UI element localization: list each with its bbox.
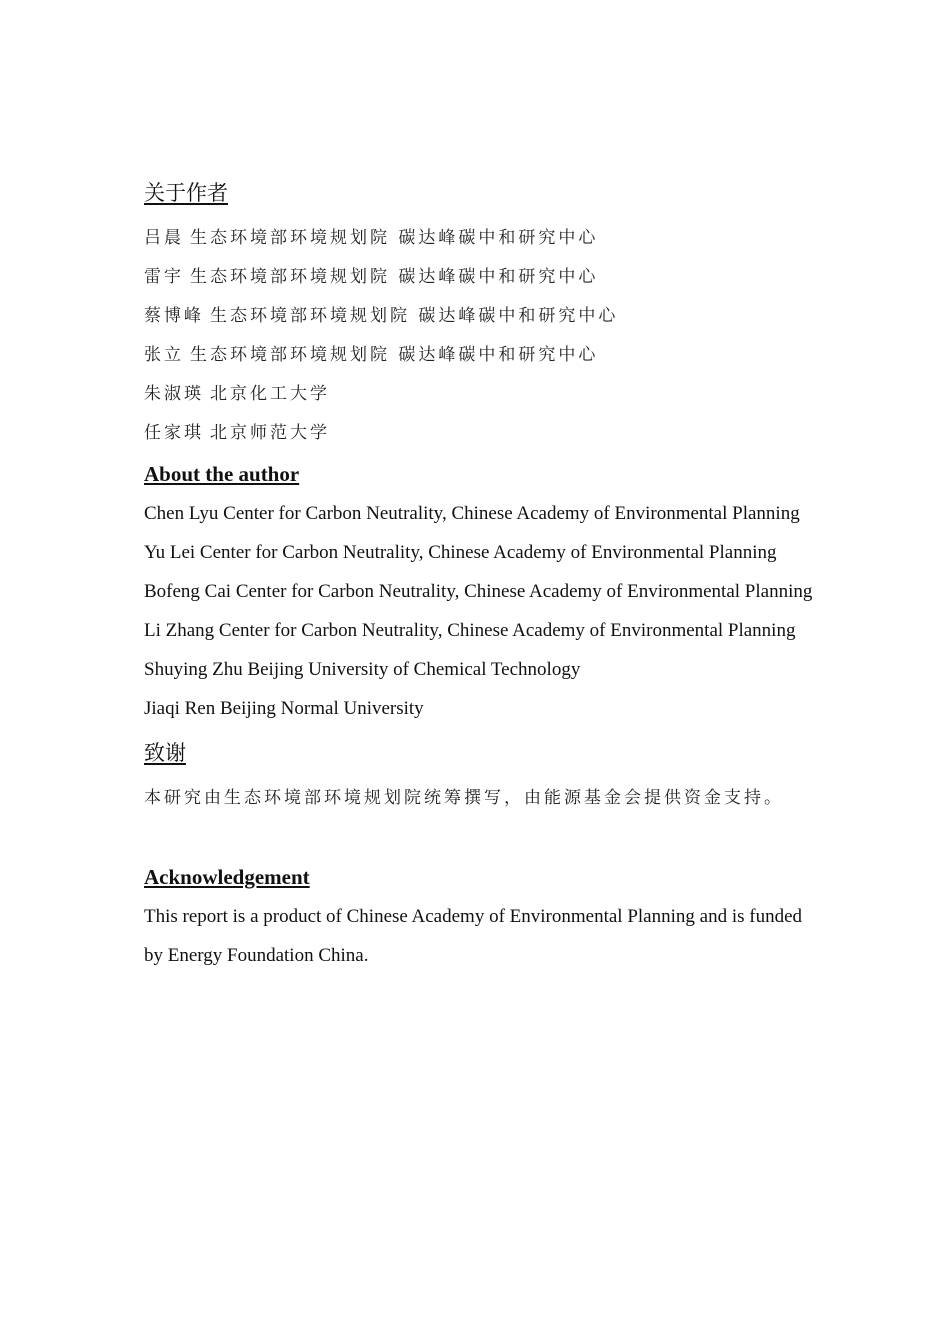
acknowledgement-heading-zh: 致谢 [144,741,186,765]
author-line-en: Chen Lyu Center for Carbon Neutrality, Chinese Academy of Environmental Planning [144,503,800,524]
author-name-zh: 雷宇 [144,267,184,287]
author-affiliation-zh: 生态环境部环境规划院 碳达峰碳中和研究中心 [190,345,599,365]
author-affiliation-zh: 生态环境部环境规划院 碳达峰碳中和研究中心 [190,228,599,248]
author-line-zh [144,308,618,325]
author-line-zh [144,425,330,442]
author-name-zh: 朱淑瑛 [144,384,204,404]
author-line-en: Bofeng Cai Center for Carbon Neutrality, Chinese Academy of Environmental Planning [144,581,813,602]
author-line-zh [144,269,598,286]
acknowledgement-text-en: by Energy Foundation China. [144,945,369,966]
author-line-zh [144,386,330,403]
author-affiliation-zh: 生态环境部环境规划院 碳达峰碳中和研究中心 [210,306,619,326]
author-affiliation-zh: 北京化工大学 [210,384,330,404]
author-line-en: Jiaqi Ren Beijing Normal University [144,698,424,719]
author-line-zh [144,347,598,364]
author-line-en: Shuying Zhu Beijing University of Chemical Technology [144,659,581,680]
acknowledgement-heading-en: Acknowledgement [144,865,310,889]
author-line-en: Yu Lei Center for Carbon Neutrality, Chinese Academy of Environmental Planning [144,542,777,563]
about-author-heading-en: About the author [144,462,300,486]
author-name-zh: 张立 [144,345,184,365]
author-name-zh: 任家琪 [144,423,204,443]
acknowledgement-text-en: This report is a product of Chinese Academy of Environmental Planning and is funded [144,906,802,927]
author-affiliation-zh: 生态环境部环境规划院 碳达峰碳中和研究中心 [190,267,599,287]
acknowledgement-text-zh: 本研究由生态环境部环境规划院统筹撰写，由能源基金会提供资金支持。 [144,788,784,808]
author-line-zh [144,230,598,247]
author-line-en: Li Zhang Center for Carbon Neutrality, Chinese Academy of Environmental Planning [144,620,796,641]
author-affiliation-zh: 北京师范大学 [210,423,330,443]
author-name-zh: 吕晨 [144,228,184,248]
about-author-heading-zh: 关于作者 [144,181,228,205]
author-name-zh: 蔡博峰 [144,306,204,326]
